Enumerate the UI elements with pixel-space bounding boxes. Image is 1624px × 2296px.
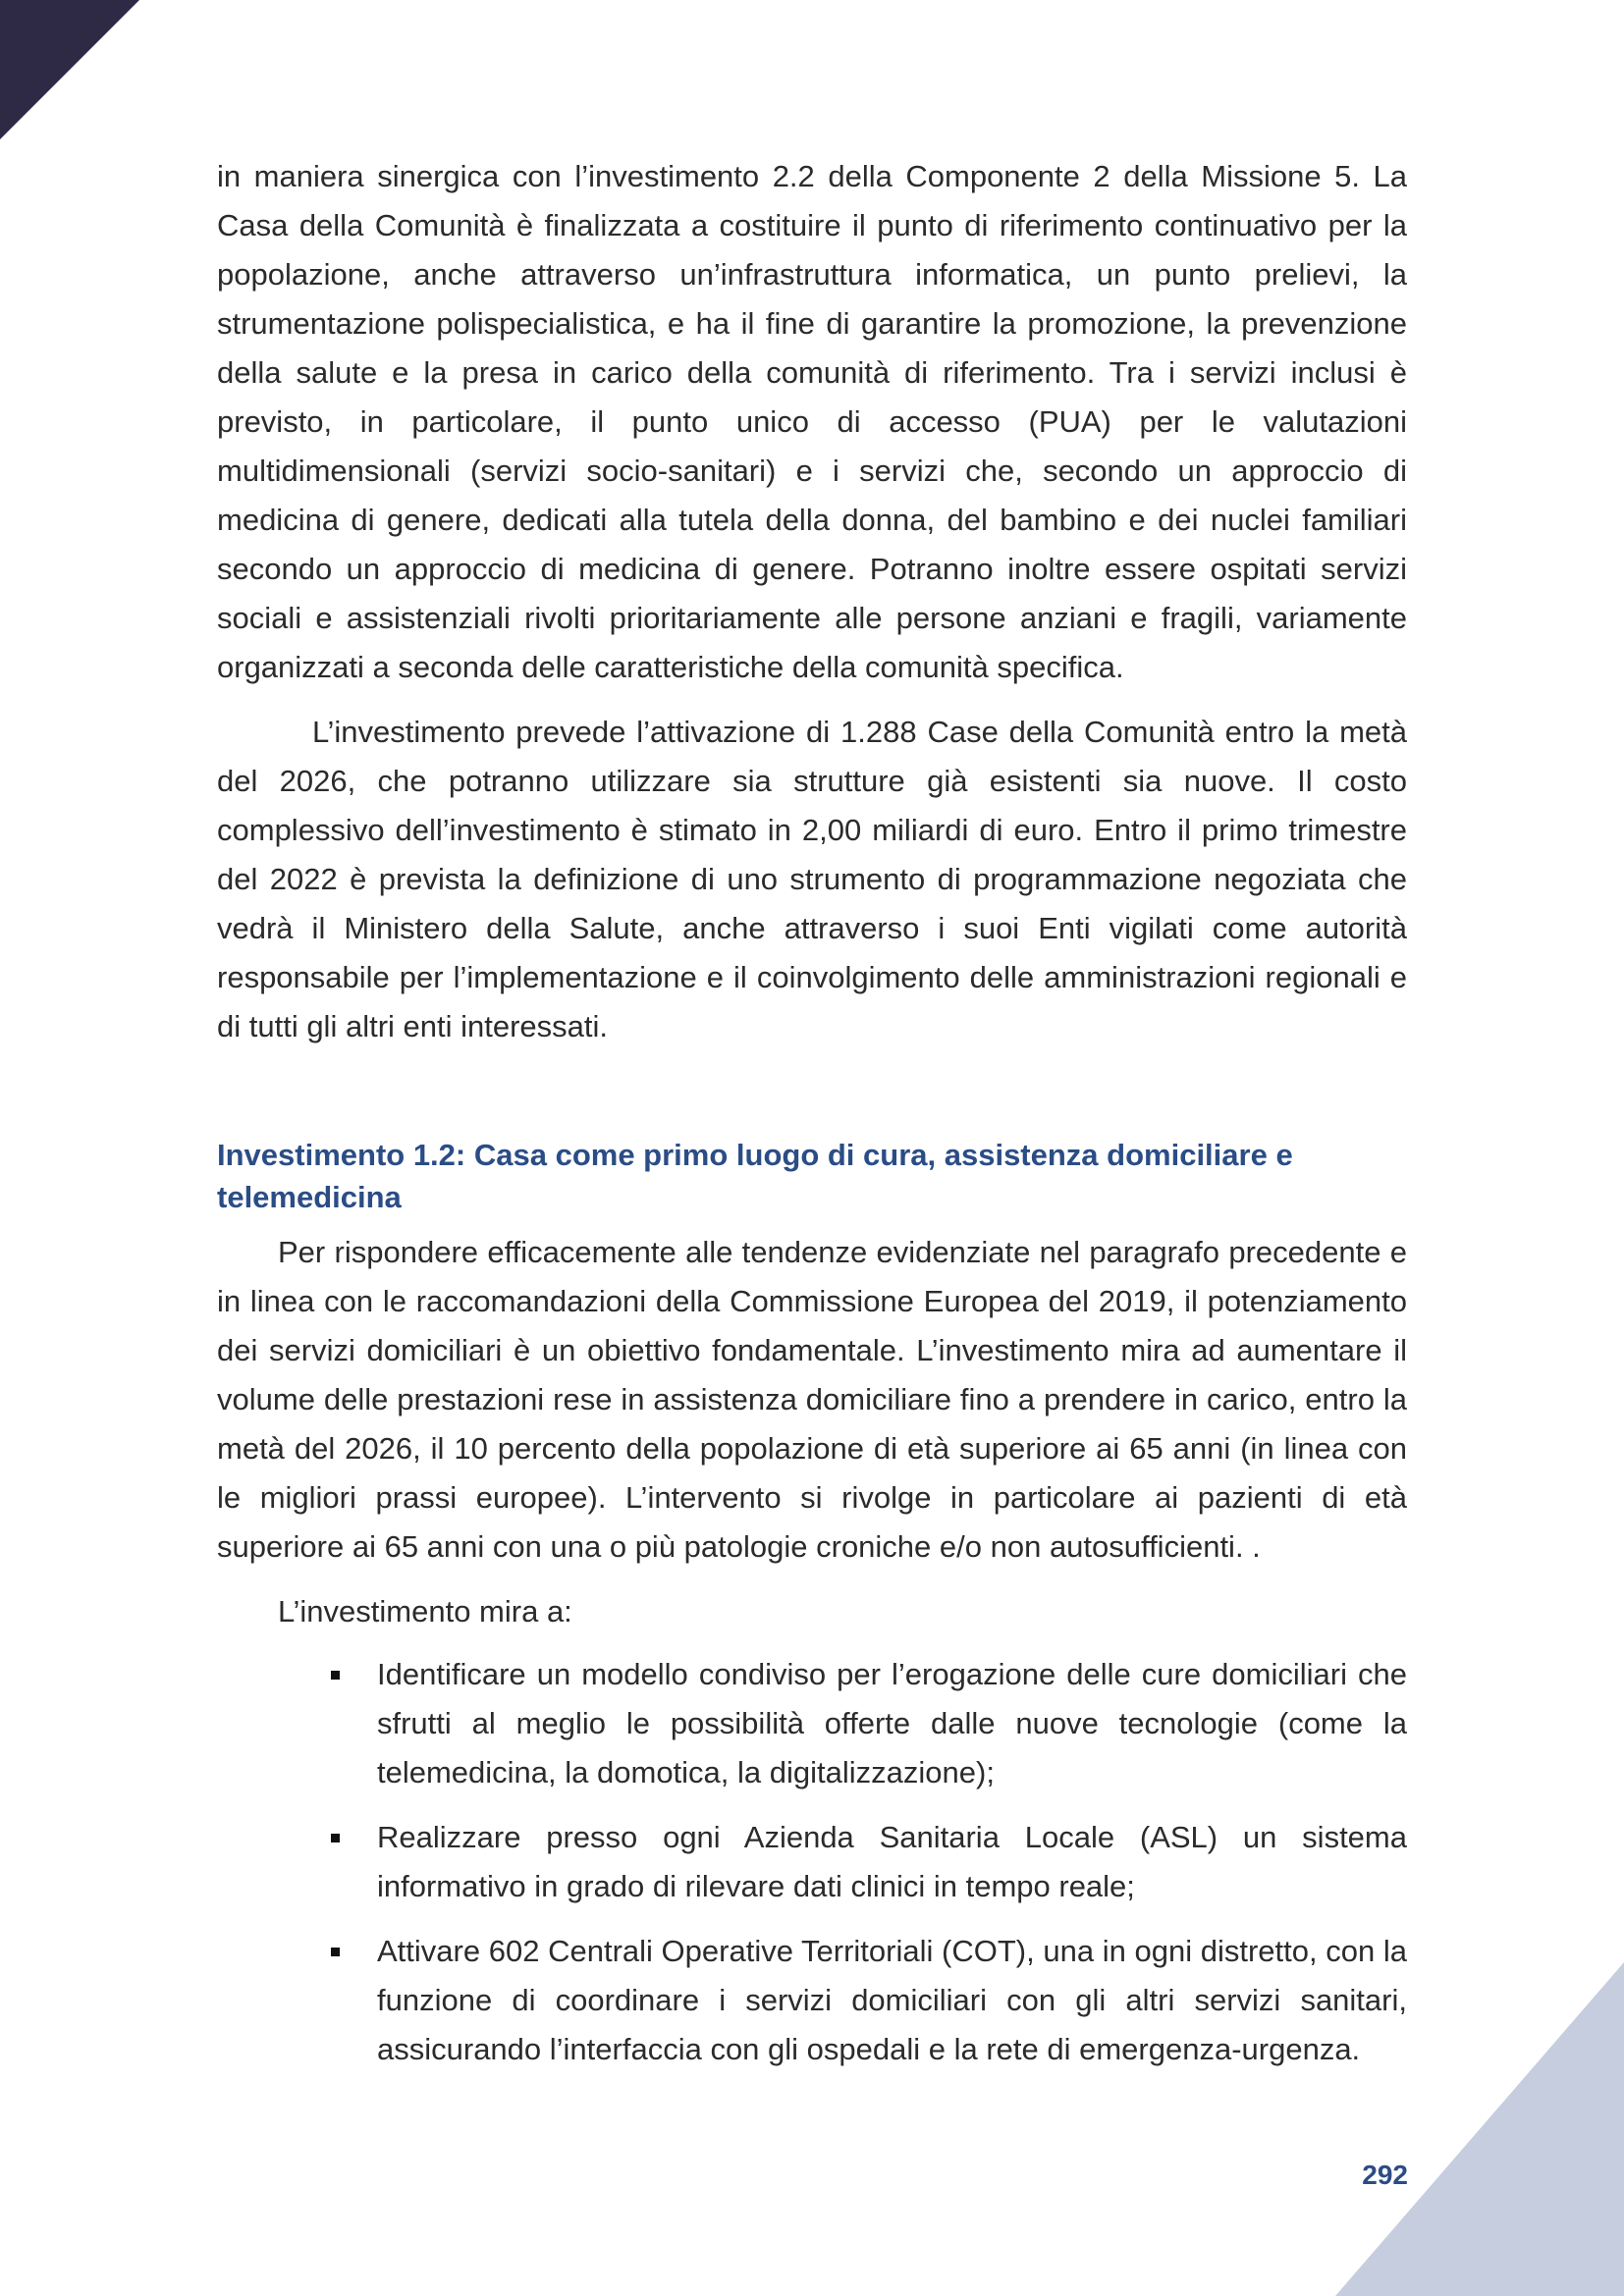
list-item: [377, 1650, 1407, 1797]
paragraph-2: L’investimento prevede l’attivazione di 1.288 Case della Comunità entro la metà del 2026, che potranno utilizzare sia strutture già esistenti sia nuove. Il costo complessivo dell’investimento è stimato in 2,00 miliardi di euro. Entro il primo trimestre del 2022 è prevista la definizione di uno strumento di programmazione negoziata che vedrà il Ministero della Salute, anche attraverso i suoi Enti vigilati come autorità responsabile per l’implementazione e il coinvolgimento delle amministrazioni regionali e di tutti gli altri enti interessati.: [217, 715, 1407, 1043]
paragraph-3: Per rispondere efficacemente alle tendenze evidenziate nel paragrafo precedente e in linea con le raccomandazioni della Commissione Europea del 2019, il potenziamento dei servizi domiciliari è un obiettivo fondamentale. L’investimento mira ad aumentare il volume delle prestazioni rese in assistenza domiciliare fino a prendere in carico, entro la metà del 2026, il 10 percento della popolazione di età superiore ai 65 anni (in linea con le migliori prassi europee). L’intervento si rivolge in particolare ai pazienti di età superiore ai 65 anni con una o più patologie croniche e/o non autosufficienti. .: [217, 1235, 1407, 1564]
paragraph-1: in maniera sinergica con l’investimento 2.2 della Componente 2 della Missione 5. La Casa della Comunità è finalizzata a costituire il punto di riferimento continuativo per la popolazione, anche attraverso un’infrastruttura informatica, un punto prelievi, la strumentazione polispecialistica, e ha il fine di garantire la promozione, la prevenzione della salute e la presa in carico della comunità di riferimento. Tra i servizi inclusi è previsto, in particolare, il punto unico di accesso (PUA) per le valutazioni multidimensionali (servizi socio-sanitari) e i servizi che, secondo un approccio di medicina di genere, dedicati alla tutela della donna, del bambino e dei nuclei familiari secondo un approccio di medicina di genere. Potranno inoltre essere ospitati servizi sociali e assistenziali rivolti prioritariamente alle persone anziani e fragili, variamente organizzati a seconda delle caratteristiche della comunità specifica.: [217, 159, 1407, 684]
square-bullet-icon: [331, 1834, 340, 1842]
page-number: 292: [1362, 2160, 1408, 2190]
square-bullet-icon: [331, 1671, 340, 1680]
list-item-text: Realizzare presso ogni Azienda Sanitaria Locale (ASL) un sistema informativo in grado di rilevare dati clinici in tempo reale;: [377, 1820, 1407, 1903]
corner-decoration-top-left: [0, 0, 139, 139]
list-intro: L’investimento mira a:: [278, 1594, 572, 1629]
square-bullet-icon: [331, 1948, 340, 1956]
list-item-text: Attivare 602 Centrali Operative Territoriali (COT), una in ogni distretto, con la funzione di coordinare i servizi domiciliari con gli altri servizi sanitari, assicurando l’interfaccia con gli ospedali e la rete di emergenza-urgenza.: [377, 1934, 1407, 2066]
section-heading: Investimento 1.2: Casa come primo luogo di cura, assistenza domiciliare e telemedicina: [217, 1138, 1293, 1214]
list-item: [377, 1927, 1407, 2074]
bullet-list: [217, 1650, 1407, 2074]
page-content: [217, 152, 1407, 2090]
list-item-text: Identificare un modello condiviso per l’erogazione delle cure domiciliari che sfrutti al meglio le possibilità offerte dalle nuove tecnologie (come la telemedicina, la domotica, la digitalizzazione);: [377, 1657, 1407, 1789]
list-item: [377, 1813, 1407, 1911]
